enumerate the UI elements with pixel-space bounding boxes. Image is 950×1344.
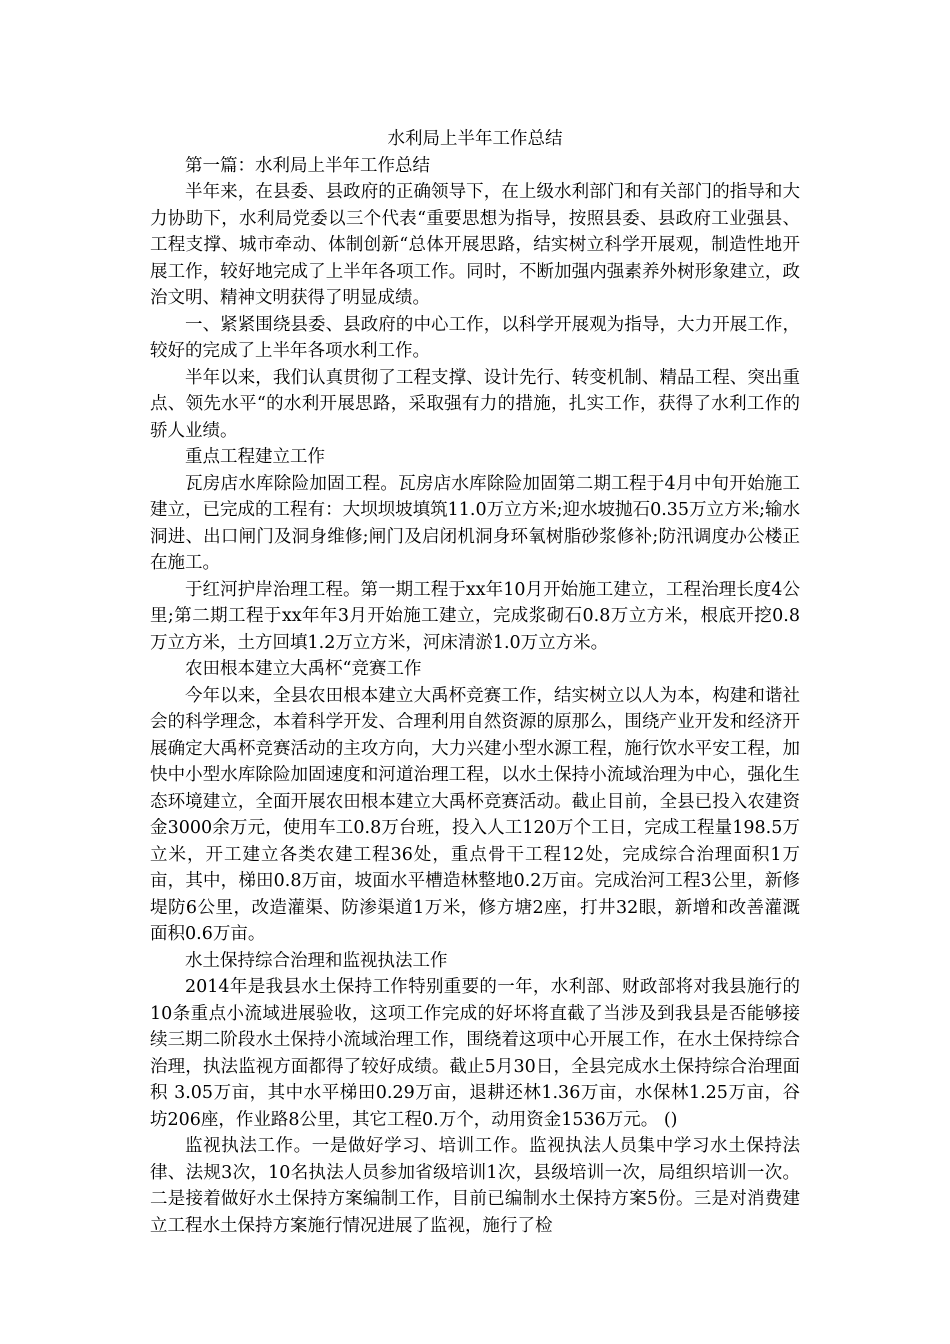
paragraph: 半年来，在县委、县政府的正确领导下，在上级水利部门和有关部门的指导和大力协助下，水利局党委以三个代表“重要思想为指导，按照县委、县政府工业强县、工程支撑、城市牵动、体制创新“总体开展思路，结实树立科学开展观，制造性地开展工作，较好地完成了上半年各项工作。同时，不断加强内强素养外树形象建立，政治文明、精神文明获得了明显成绩。 [150, 182, 800, 308]
document-page [150, 126, 800, 1239]
section-heading-dayu-cup: 农田根本建立大禹杯“竞赛工作 [185, 659, 422, 679]
paragraph: 半年以来，我们认真贯彻了工程支撑、设计先行、转变机制、精品工程、突出重点、领先水平“的水利开展思路，采取强有力的措施，扎实工作，获得了水利工作的骄人业绩。 [150, 367, 800, 441]
document-title: 水利局上半年工作总结 [387, 129, 563, 149]
paragraph: 一、紧紧围绕县委、县政府的中心工作，以科学开展观为指导，大力开展工作，较好的完成了上半年各项水利工作。 [150, 314, 800, 361]
section-heading-soil-conservation: 水土保持综合治理和监视执法工作 [185, 950, 448, 971]
paragraph: 监视执法工作。一是做好学习、培训工作。监视执法人员集中学习水土保持法律、法规3次，10名执法人员参加省级培训1次，县级培训一次，局组织培训一次。二是接着做好水土保持方案编制工作，目前已编制水土保持方案5份。三是对消费建立工程水土保持方案施行情况进展了监视，施行了检 [150, 1136, 800, 1236]
paragraph: 瓦房店水库除险加固工程。瓦房店水库除险加固第二期工程于4月中旬开始施工建立，已完成的工程有：大坝坝坡填筑11.0万立方米;迎水坡抛石0.35万立方米;输水洞进、出口闸门及洞身维修;闸门及启闭机洞身环氧树脂砂浆修补;防汛调度办公楼正在施工。 [150, 473, 800, 573]
paragraph: 2014年是我县水土保持工作特别重要的一年，水利部、财政部将对我县施行的10条重点小流域进展验收，这项工作完成的好坏将直截了当涉及到我县是否能够接续三期二阶段水土保持小流域治理工作，围绕着这项中心开展工作，在水土保持综合治理，执法监视方面都得了较好成绩。截止5月30日，全县完成水土保持综合治理面积 3.05万亩，其中水平梯田0.29万亩，退耕还林1.36万亩，水保林1.25万亩，谷坊206座，作业路8公里，其它工程0.万个，动用资金1536万元。 () [150, 977, 800, 1130]
section-heading-key-projects: 重点工程建立工作 [185, 447, 325, 467]
paragraph: 今年以来，全县农田根本建立大禹杯竞赛工作，结实树立以人为本，构建和谐社会的科学理念，本着科学开发、合理利用自然资源的原那么，围绕产业开发和经济开展确定大禹杯竞赛活动的主攻方向，大力兴建小型水源工程，施行饮水平安工程，加快中小型水库除险加固速度和河道治理工程，以水土保持小流域治理为中心，强化生态环境建立，全面开展农田根本建立大禹杯竞赛活动。截止目前，全县已投入农建资金3000余万元，使用车工0.8万台班，投入人工120万个工日，完成工程量198.5万立米，开工建立各类农建工程36处，重点骨干工程12处，完成综合治理面积1万亩，其中，梯田0.8万亩，坡面水平槽造林整地0.2万亩。完成治河工程3公里，新修堤防6公里，改造灌渠、防渗渠道1万米，修方塘2座，打井32眼，新增和改善灌溉面积0.6万亩。 [150, 685, 800, 944]
chapter-heading: 第一篇：水利局上半年工作总结 [185, 155, 430, 176]
paragraph: 于红河护岸治理工程。第一期工程于xx年10月开始施工建立，工程治理长度4公里;第二期工程于xx年年3月开始施工建立，完成浆砌石0.8万立方米，根底开挖0.8万立方米，土方回填1.2万立方米，河床清淤1.0万立方米。 [150, 579, 800, 653]
